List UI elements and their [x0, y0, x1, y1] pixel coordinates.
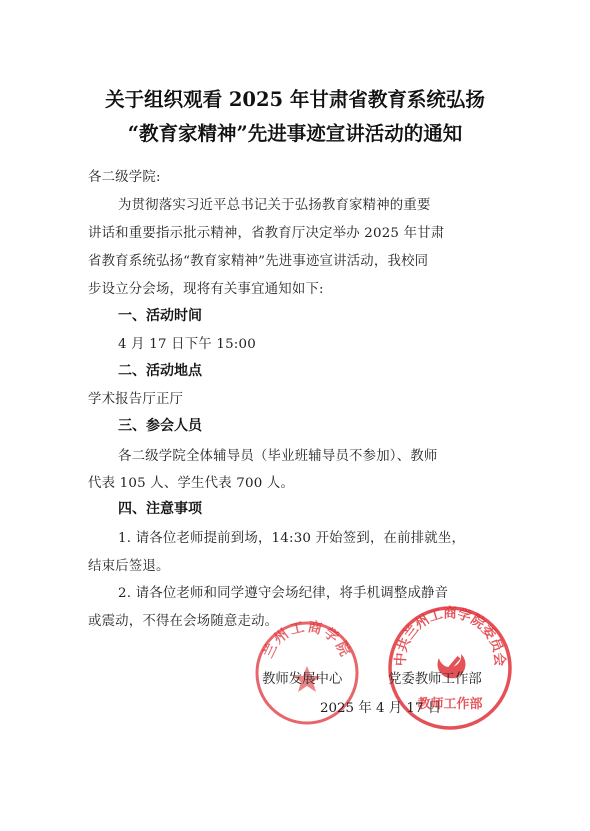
- section-heading-place: 二、活动地点: [118, 363, 202, 379]
- svg-text:教师工作部: 教师工作部: [417, 697, 483, 712]
- intro-line-3: 省教育系统弘扬“教育家精神”先进事迹宣讲活动，我校同: [88, 254, 429, 269]
- note-1-line-2: 结束后签退。: [88, 559, 170, 574]
- section-text-place: 学术报告厅正厅: [88, 392, 184, 407]
- signature-org-1: 教师发展中心: [262, 672, 343, 687]
- section-text-time: 4 月 17 日下午 15:00: [118, 337, 256, 352]
- svg-text:兰州工商学院: 兰州工商学院: [260, 618, 354, 661]
- section-text-people-1: 各二级学院全体辅导员（毕业班辅导员不参加）、教师: [118, 449, 438, 464]
- note-2-line-1: 2. 请各位老师和同学遵守会场纪律，将手机调整成静音: [118, 586, 449, 601]
- note-1-line-1: 1. 请各位老师提前到场，14:30 开始签到，在前排就坐，: [118, 531, 466, 546]
- intro-line-1: 为贯彻落实习近平总书记关于弘扬教育家精神的重要: [118, 198, 431, 213]
- signature-org-2: 党委教师工作部: [388, 672, 482, 687]
- intro-line-4: 步设立分会场，现将有关事宜通知如下:: [88, 282, 324, 297]
- document-title-line-2: “教育家精神”先进事迹宣讲活动的通知: [127, 122, 463, 145]
- section-text-people-2: 代表 105 人、学生代表 700 人。: [88, 476, 295, 491]
- section-heading-notes: 四、注意事项: [118, 501, 202, 517]
- intro-line-2: 讲话和重要指示批示精神，省教育厅决定举办 2025 年甘肃: [88, 226, 445, 241]
- section-heading-people: 三、参会人员: [118, 418, 202, 434]
- signature-date: 2025 年 4 月 17 日: [320, 701, 442, 716]
- salutation: 各二级学院:: [88, 170, 161, 185]
- svg-text:中共兰州工商学院委员会: 中共兰州工商学院委员会: [392, 605, 508, 667]
- note-2-line-2: 或震动，不得在会场随意走动。: [88, 614, 279, 629]
- section-heading-time: 一、活动时间: [118, 308, 202, 324]
- document-title-line-1: 关于组织观看 2025 年甘肃省教育系统弘扬: [105, 88, 485, 111]
